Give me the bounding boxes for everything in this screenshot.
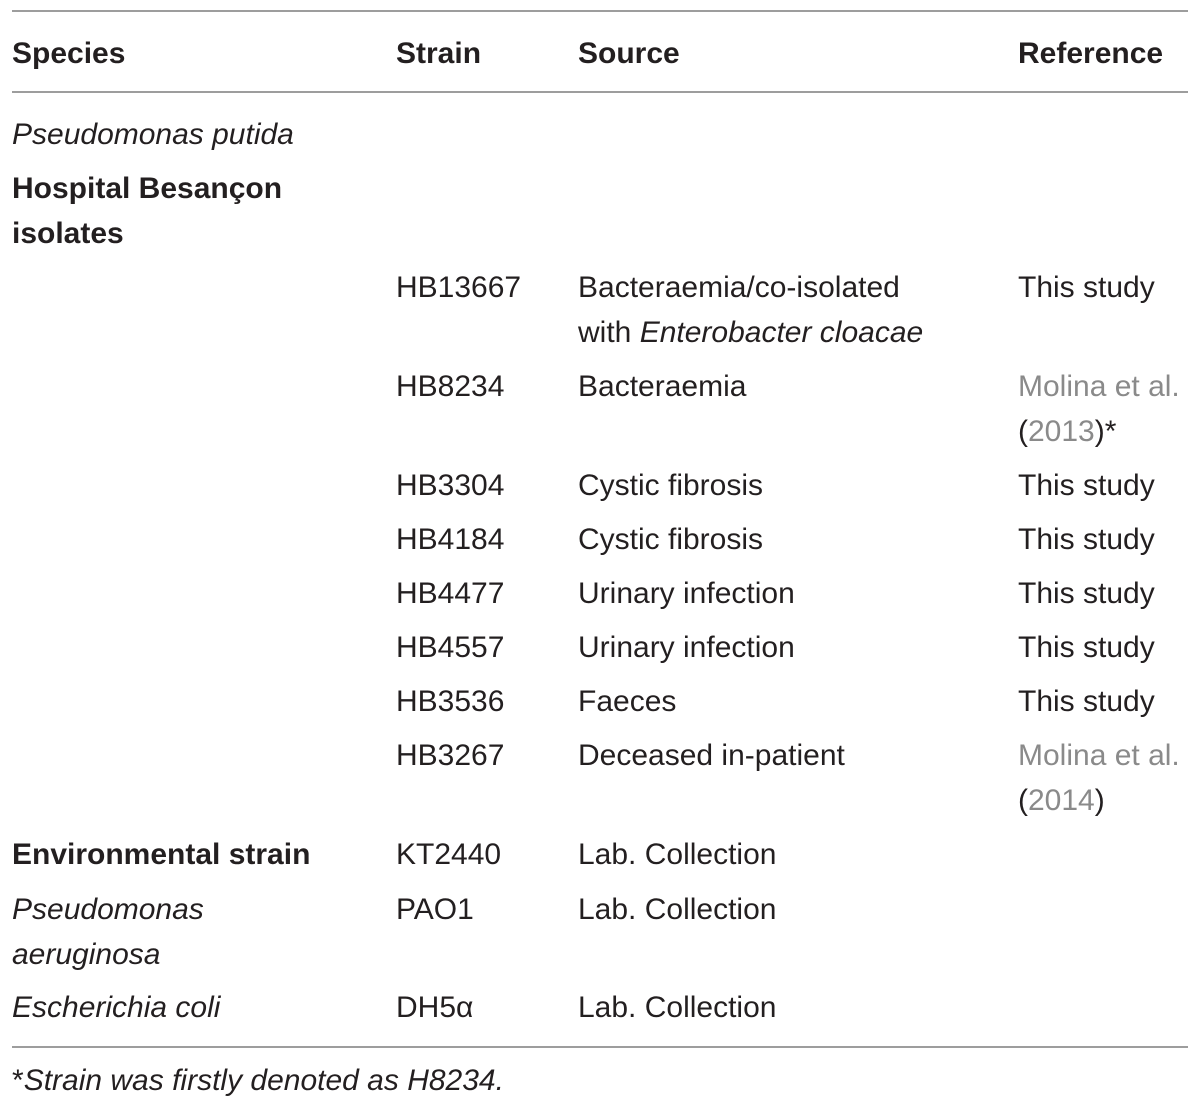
table-footnote [12, 1058, 504, 1103]
source-cell: Deceased in-patient [578, 739, 845, 772]
strain-cell: HB3304 [396, 469, 505, 502]
strain-cell: HB13667 [396, 271, 522, 304]
strain-cell: DH5α [396, 991, 474, 1024]
species-cell: Environmental strain [12, 838, 311, 871]
strain-cell: HB4477 [396, 577, 505, 610]
group-hospital-label: Hospital Besançon [12, 172, 283, 205]
source-cell: Lab. Collection [578, 893, 777, 926]
header-bottom-rule [12, 91, 1188, 93]
source-cell-cont [578, 310, 923, 355]
source-cell: Faeces [578, 685, 677, 718]
reference-year-link[interactable]: 2014 [1028, 784, 1095, 817]
header-species: Species [12, 37, 126, 70]
reference-cell: This study [1018, 577, 1155, 610]
source-cell: Cystic fibrosis [578, 523, 764, 556]
strain-cell: KT2440 [396, 838, 502, 871]
source-cell: Bacteraemia/co-isolated [578, 271, 900, 304]
table-bottom-rule [12, 1046, 1188, 1048]
strain-cell: HB4557 [396, 631, 505, 664]
table-top-rule [12, 10, 1188, 12]
group-hospital-label-cont: isolates [12, 217, 124, 250]
source-cell: Bacteraemia [578, 370, 747, 403]
reference-cell: This study [1018, 469, 1155, 502]
species-cell: Escherichia coli [12, 991, 221, 1024]
strain-cell: HB4184 [396, 523, 505, 556]
reference-year [1018, 409, 1116, 454]
strain-cell: HB3267 [396, 739, 505, 772]
reference-author-link[interactable]: Molina et al. [1018, 370, 1180, 403]
source-organism: Enterobacter cloacae [639, 316, 924, 349]
reference-year-link[interactable]: 2013 [1028, 415, 1095, 448]
source-cell: Urinary infection [578, 577, 795, 610]
header-source: Source [578, 37, 680, 70]
footnote-text: Strain was firstly denoted as H8234. [23, 1064, 504, 1097]
reference-year [1018, 778, 1105, 823]
ref-paren-close: ) [1094, 784, 1105, 817]
ref-paren-open: ( [1018, 415, 1028, 448]
source-cell: Urinary infection [578, 631, 795, 664]
reference-cell: This study [1018, 523, 1155, 556]
reference-cell: This study [1018, 271, 1155, 304]
source-cell: Cystic fibrosis [578, 469, 764, 502]
ref-paren-open: ( [1018, 784, 1028, 817]
reference-cell: This study [1018, 631, 1155, 664]
species-cell-cont: aeruginosa [12, 938, 161, 971]
strain-cell: HB3536 [396, 685, 505, 718]
footnote-marker: * [12, 1064, 24, 1097]
header-reference: Reference [1018, 37, 1164, 70]
source-cell: Lab. Collection [578, 991, 777, 1024]
ref-paren-close: )* [1094, 415, 1117, 448]
reference-cell: This study [1018, 685, 1155, 718]
species-cell: Pseudomonas [12, 893, 204, 926]
reference-author-link[interactable]: Molina et al. [1018, 739, 1180, 772]
strain-cell: HB8234 [396, 370, 505, 403]
source-cell: Lab. Collection [578, 838, 777, 871]
header-strain: Strain [396, 37, 482, 70]
source-prefix: with [578, 316, 640, 349]
species-pseudomonas-putida: Pseudomonas putida [12, 118, 294, 151]
strain-cell: PAO1 [396, 893, 474, 926]
